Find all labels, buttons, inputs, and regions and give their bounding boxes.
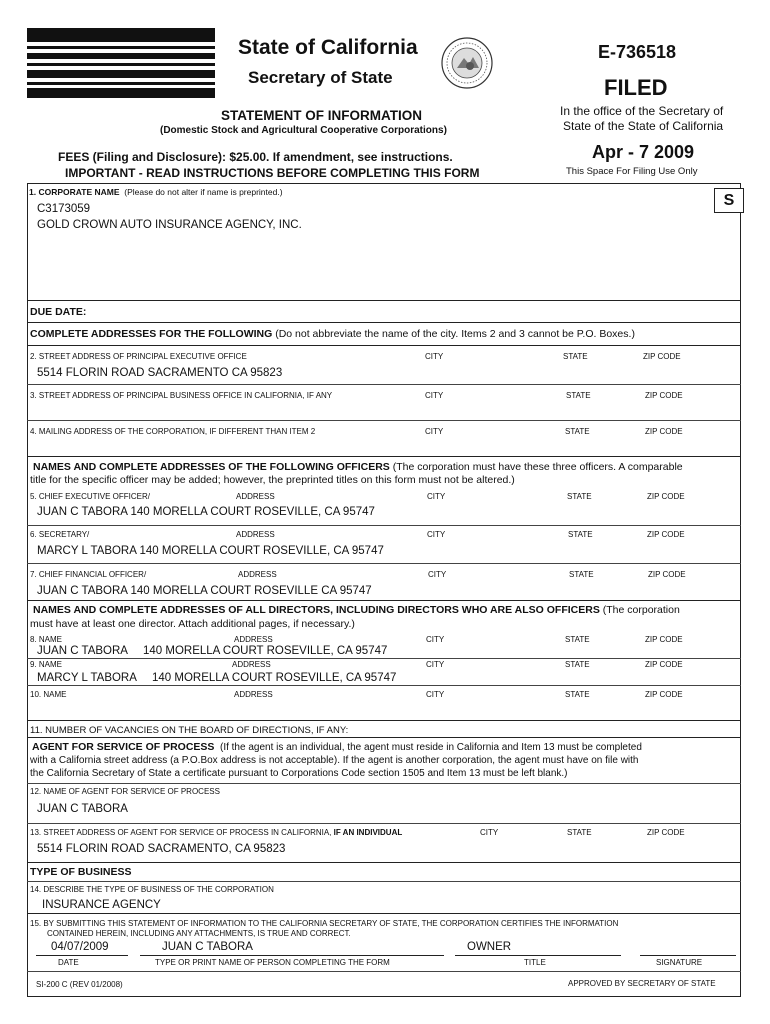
item14-label: 14. DESCRIBE THE TYPE OF BUSINESS OF THE CORPORATION <box>30 885 274 894</box>
agent-heading: AGENT FOR SERVICE OF PROCESS (If the agent is an individual, the agent must reside in California and Item 13 must be completed <box>32 741 642 753</box>
directors-heading: NAMES AND COMPLETE ADDRESSES OF ALL DIRECTORS, INCLUDING DIRECTORS WHO ARE ALSO OFFICERS (The corporation <box>33 604 680 616</box>
item13-city-label: CITY <box>480 828 499 837</box>
certify-line-1: 15. BY SUBMITTING THIS STATEMENT OF INFORMATION TO THE CALIFORNIA SECRETARY OF STATE, THE CORPORATION CERTIFIES THE INFORMATION <box>30 919 619 928</box>
item3-label: 3. STREET ADDRESS OF PRINCIPAL BUSINESS OFFICE IN CALIFORNIA, IF ANY <box>30 391 333 400</box>
item9-label: 9. NAME <box>30 660 63 669</box>
title-underline <box>455 955 621 956</box>
corporate-name: GOLD CROWN AUTO INSURANCE AGENCY, INC. <box>37 219 302 231</box>
item13-state-label: STATE <box>567 828 592 837</box>
item8-address-label: ADDRESS <box>234 635 273 644</box>
title-label: TITLE <box>524 958 546 967</box>
s-mark-box: S <box>714 188 744 213</box>
item6-value: MARCY L TABORA 140 MORELLA COURT ROSEVILLE, CA 95747 <box>37 545 384 557</box>
item2-value: 5514 FLORIN ROAD SACRAMENTO CA 95823 <box>37 367 283 379</box>
state-title: State of California <box>238 36 418 59</box>
item5-zip-label: ZIP CODE <box>647 492 685 501</box>
item7-state-label: STATE <box>569 570 594 579</box>
date-label: DATE <box>58 958 79 967</box>
item9-address: 140 MORELLA COURT ROSEVILLE, CA 95747 <box>152 672 397 684</box>
item14-value: INSURANCE AGENCY <box>42 899 161 911</box>
business-heading: TYPE OF BUSINESS <box>30 866 132 878</box>
rule <box>27 600 741 601</box>
item10-city-label: CITY <box>426 690 445 699</box>
item4-label: 4. MAILING ADDRESS OF THE CORPORATION, IF DIFFERENT THAN ITEM 2 <box>30 427 316 436</box>
form-id: SI-200 C (REV 01/2008) <box>36 980 123 989</box>
rule <box>27 384 741 385</box>
date-underline <box>36 955 128 956</box>
approved-note: APPROVED BY SECRETARY OF STATE <box>568 979 716 988</box>
fees-line: FEES (Filing and Disclosure): $25.00. If amendment, see instructions. <box>58 150 453 164</box>
item4-zip-label: ZIP CODE <box>645 427 683 436</box>
item6-label: 6. SECRETARY/ <box>30 530 90 539</box>
addresses-heading: COMPLETE ADDRESSES FOR THE FOLLOWING (Do not abbreviate the name of the city. Items 2 and 3 cannot be P.O. Boxes.) <box>30 328 635 340</box>
rule <box>27 881 741 882</box>
item13-zip-label: ZIP CODE <box>647 828 685 837</box>
rule <box>27 658 741 659</box>
cert-name-value: JUAN C TABORA <box>162 941 253 953</box>
form-subtitle: (Domestic Stock and Agricultural Cooperative Corporations) <box>160 125 447 136</box>
state-seal-icon <box>440 36 494 90</box>
item5-value: JUAN C TABORA 140 MORELLA COURT ROSEVILLE, CA 95747 <box>37 506 375 518</box>
item13-label: 13. STREET ADDRESS OF AGENT FOR SERVICE OF PROCESS IN CALIFORNIA, IF AN INDIVIDUAL <box>30 828 403 837</box>
item9-state-label: STATE <box>565 660 590 669</box>
item2-label: 2. STREET ADDRESS OF PRINCIPAL EXECUTIVE OFFICE <box>30 352 247 361</box>
item3-state-label: STATE <box>566 391 591 400</box>
filing-number: E-736518 <box>598 42 677 62</box>
rule <box>27 720 741 721</box>
form-title: STATEMENT OF INFORMATION <box>221 108 422 123</box>
signature-label: SIGNATURE <box>656 958 703 967</box>
item5-address-label: ADDRESS <box>236 492 275 501</box>
signature-underline <box>640 955 736 956</box>
item13-value: 5514 FLORIN ROAD SACRAMENTO, CA 95823 <box>37 843 286 855</box>
item5-city-label: CITY <box>427 492 446 501</box>
corporate-name-label: 1. CORPORATE NAME (Please do not alter if name is preprinted.) <box>29 187 283 197</box>
item3-city-label: CITY <box>425 391 444 400</box>
item6-zip-label: ZIP CODE <box>647 530 685 539</box>
rule <box>27 420 741 421</box>
item4-state-label: STATE <box>565 427 590 436</box>
office-line-2: State of the State of California <box>563 119 724 133</box>
item8-address: 140 MORELLA COURT ROSEVILLE, CA 95747 <box>143 645 388 657</box>
item2-state-label: STATE <box>563 352 588 361</box>
item4-city-label: CITY <box>425 427 444 436</box>
rule <box>27 322 741 323</box>
rule <box>27 862 741 863</box>
rule <box>27 685 741 686</box>
item6-address-label: ADDRESS <box>236 530 275 539</box>
certify-line-2: CONTAINED HEREIN, INCLUDING ANY ATTACHMENTS, IS TRUE AND CORRECT. <box>47 929 351 938</box>
rule <box>27 456 741 457</box>
agent-line-2: with a California street address (a P.O.Box address is not acceptable). If the agent is another corporation, the agent must have on file with <box>30 755 639 766</box>
item5-state-label: STATE <box>567 492 592 501</box>
item12-label: 12. NAME OF AGENT FOR SERVICE OF PROCESS <box>30 787 220 796</box>
item9-address-label: ADDRESS <box>232 660 271 669</box>
item12-value: JUAN C TABORA <box>37 803 128 815</box>
item9-name: MARCY L TABORA <box>37 672 137 684</box>
rule <box>27 345 741 346</box>
office-line-1: In the office of the Secretary of <box>560 104 724 118</box>
item7-zip-label: ZIP CODE <box>648 570 686 579</box>
officers-heading: NAMES AND COMPLETE ADDRESSES OF THE FOLLOWING OFFICERS (The corporation must have these three officers. A comparable <box>33 461 683 473</box>
item7-value: JUAN C TABORA 140 MORELLA COURT ROSEVILLE CA 95747 <box>37 585 372 597</box>
filed-date: Apr - 7 2009 <box>592 142 695 162</box>
secretary-title: Secretary of State <box>248 68 393 87</box>
name-underline <box>140 955 444 956</box>
item6-city-label: CITY <box>427 530 446 539</box>
item7-address-label: ADDRESS <box>238 570 277 579</box>
rule <box>27 300 741 301</box>
rule <box>27 823 741 824</box>
rule <box>27 525 741 526</box>
item3-zip-label: ZIP CODE <box>645 391 683 400</box>
item10-address-label: ADDRESS <box>234 690 273 699</box>
item2-zip-label: ZIP CODE <box>643 352 681 361</box>
item7-city-label: CITY <box>428 570 447 579</box>
corporate-number: C3173059 <box>37 203 91 215</box>
cert-date-value: 04/07/2009 <box>51 941 109 953</box>
item8-name: JUAN C TABORA <box>37 645 128 657</box>
item8-zip-label: ZIP CODE <box>645 635 683 644</box>
item2-city-label: CITY <box>425 352 444 361</box>
barcode <box>27 28 215 98</box>
item8-state-label: STATE <box>565 635 590 644</box>
important-line: IMPORTANT - READ INSTRUCTIONS BEFORE COMPLETING THIS FORM <box>65 166 480 180</box>
filed-stamp: FILED <box>604 75 668 100</box>
item10-state-label: STATE <box>565 690 590 699</box>
item9-zip-label: ZIP CODE <box>645 660 683 669</box>
item8-city-label: CITY <box>426 635 445 644</box>
rule <box>27 971 741 972</box>
filing-use-note: This Space For Filing Use Only <box>566 166 698 177</box>
item5-label: 5. CHIEF EXECUTIVE OFFICER/ <box>30 492 151 501</box>
item6-state-label: STATE <box>568 530 593 539</box>
rule <box>27 737 741 738</box>
cert-title-value: OWNER <box>467 941 512 953</box>
due-date-label: DUE DATE: <box>30 306 87 318</box>
rule <box>27 783 741 784</box>
rule <box>27 913 741 914</box>
name-label: TYPE OR PRINT NAME OF PERSON COMPLETING THE FORM <box>155 958 390 967</box>
item10-zip-label: ZIP CODE <box>645 690 683 699</box>
item7-label: 7. CHIEF FINANCIAL OFFICER/ <box>30 570 147 579</box>
directors-heading-line2: must have at least one director. Attach additional pages, if necessary.) <box>30 618 355 630</box>
rule <box>27 563 741 564</box>
item9-city-label: CITY <box>426 660 445 669</box>
item10-label: 10. NAME <box>30 690 67 699</box>
vacancies-label: 11. NUMBER OF VACANCIES ON THE BOARD OF DIRECTIONS, IF ANY: <box>30 725 349 736</box>
officers-heading-line2: title for the specific officer may be added; however, the preprinted titles on this form must not be altered.) <box>30 474 515 486</box>
item8-label: 8. NAME <box>30 635 63 644</box>
agent-line-3: the California Secretary of State a certificate pursuant to Corporations Code section 1505 and Item 13 must be left blank.) <box>30 768 568 779</box>
